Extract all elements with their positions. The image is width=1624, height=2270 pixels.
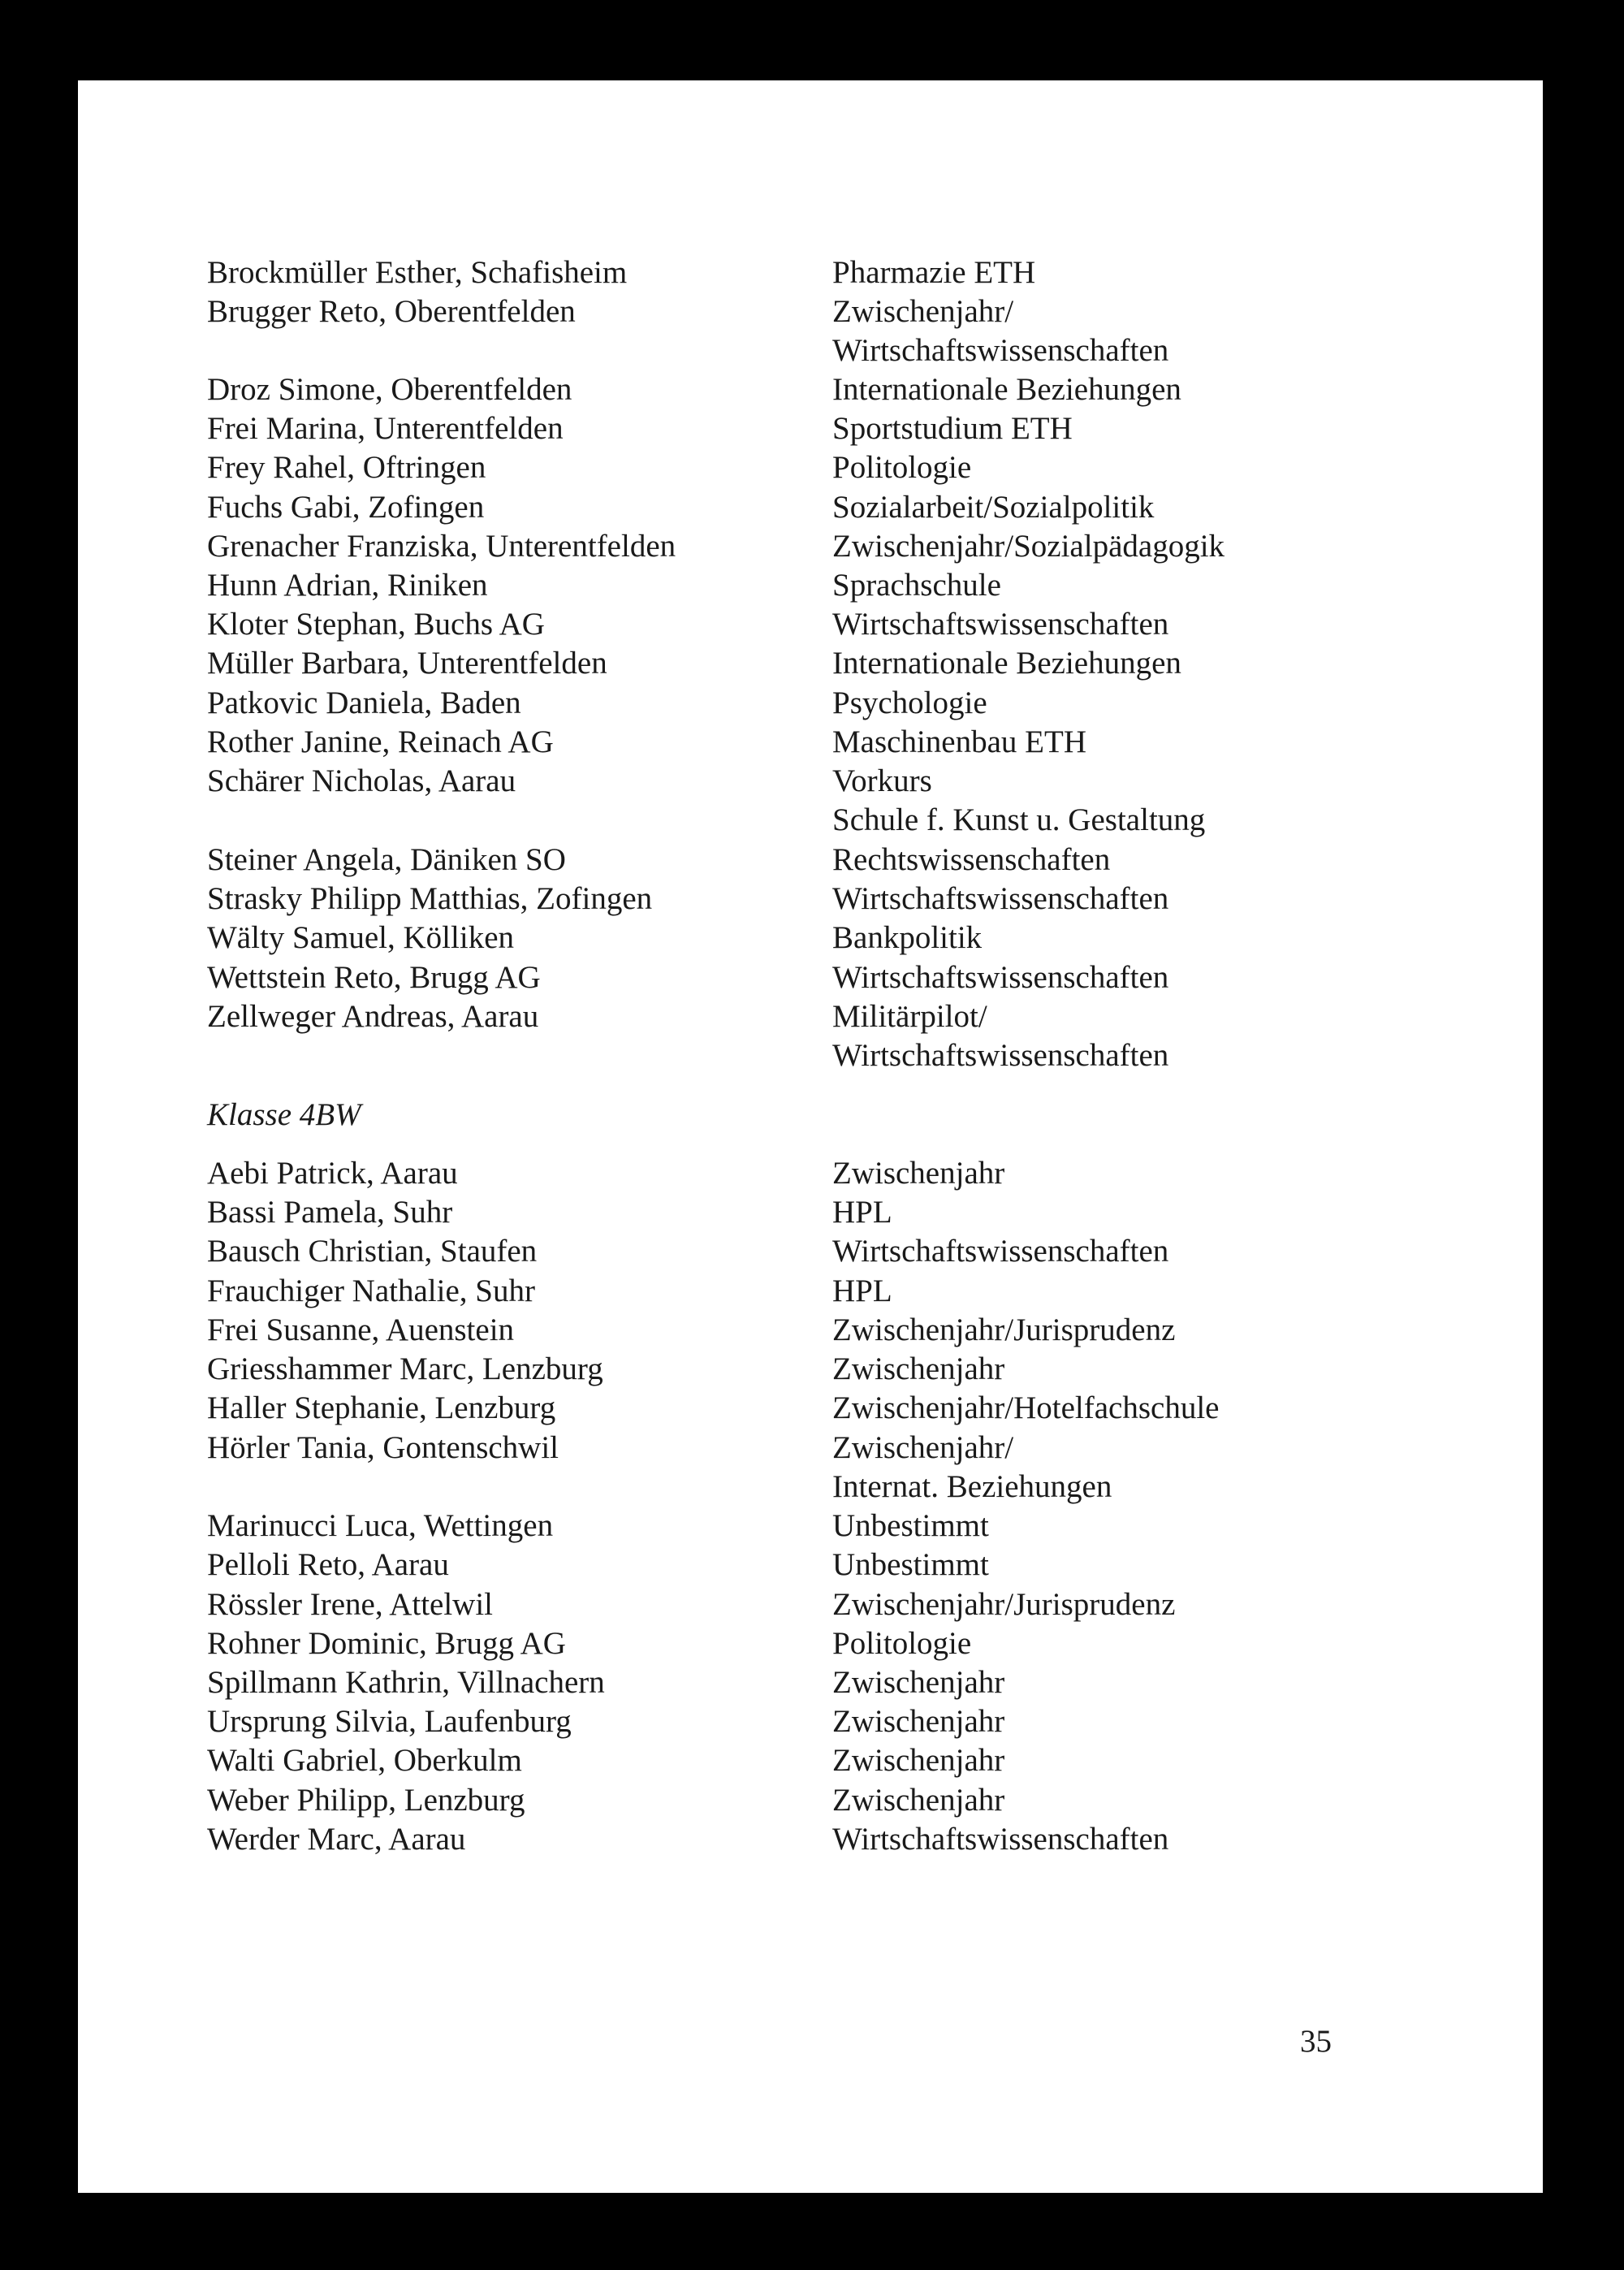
list-item: Wirtschaftswissenschaften [832, 1822, 1169, 1857]
list-item: Brockmüller Esther, Schafisheim [207, 255, 628, 290]
list-item: Zwischenjahr/Jurisprudenz [832, 1587, 1176, 1622]
list-item: Bankpolitik [832, 920, 983, 955]
list-item: Weber Philipp, Lenzburg [207, 1783, 525, 1818]
list-item: Unbestimmt [832, 1508, 989, 1543]
list-item: Wirtschaftswissenschaften [832, 881, 1169, 916]
list-item: Marinucci Luca, Wettingen [207, 1508, 554, 1543]
list-item: Frei Susanne, Auenstein [207, 1312, 515, 1347]
list-item: Pharmazie ETH [832, 255, 1036, 290]
list-item: Wirtschaftswissenschaften [832, 1038, 1169, 1073]
list-item: Wirtschaftswissenschaften [832, 333, 1169, 368]
list-item: Rohner Dominic, Brugg AG [207, 1626, 566, 1661]
list-item: Zwischenjahr [832, 1704, 1005, 1739]
list-item: HPL [832, 1273, 892, 1308]
list-item: Maschinenbau ETH [832, 724, 1086, 759]
list-item: Aebi Patrick, Aarau [207, 1156, 458, 1191]
list-item: Wälty Samuel, Kölliken [207, 920, 515, 955]
list-item: Frauchiger Nathalie, Suhr [207, 1273, 535, 1308]
list-item: Spillmann Kathrin, Villnachern [207, 1665, 605, 1700]
list-item: Schule f. Kunst u. Gestaltung [832, 802, 1206, 837]
list-item: Rother Janine, Reinach AG [207, 724, 554, 759]
list-item: Pelloli Reto, Aarau [207, 1547, 449, 1582]
list-item: Haller Stephanie, Lenzburg [207, 1390, 556, 1425]
list-item: Zwischenjahr [832, 1743, 1005, 1778]
list-item: Internat. Beziehungen [832, 1469, 1112, 1504]
list-item: Frei Marina, Unterentfelden [207, 411, 564, 446]
list-item: Zwischenjahr/ [832, 294, 1014, 329]
list-item: Sportstudium ETH [832, 411, 1073, 446]
list-item: Internationale Beziehungen [832, 372, 1181, 407]
list-item: Militärpilot/ [832, 999, 987, 1034]
list-item: Wirtschaftswissenschaften [832, 960, 1169, 995]
list-item: Zwischenjahr [832, 1156, 1005, 1191]
list-item: Bassi Pamela, Suhr [207, 1195, 453, 1230]
list-item: Walti Gabriel, Oberkulm [207, 1743, 522, 1778]
list-item: Schärer Nicholas, Aarau [207, 763, 516, 798]
list-item: Hörler Tania, Gontenschwil [207, 1430, 559, 1465]
list-item: Wettstein Reto, Brugg AG [207, 960, 541, 995]
list-item: Grenacher Franziska, Unterentfelden [207, 529, 676, 564]
list-item: Zwischenjahr/Sozialpädagogik [832, 529, 1225, 564]
list-item: Unbestimmt [832, 1547, 989, 1582]
list-item: Zwischenjahr [832, 1783, 1005, 1818]
list-item: Patkovic Daniela, Baden [207, 685, 521, 720]
list-item: Politologie [832, 1626, 972, 1661]
list-item: Wirtschaftswissenschaften [832, 607, 1169, 642]
list-item: Zwischenjahr/ [832, 1430, 1014, 1465]
list-item: Kloter Stephan, Buchs AG [207, 607, 545, 642]
list-item: Sprachschule [832, 568, 1001, 603]
list-item: Droz Simone, Oberentfelden [207, 372, 572, 407]
list-item: Zwischenjahr [832, 1665, 1005, 1700]
list-item: Frey Rahel, Oftringen [207, 450, 486, 485]
list-item: Werder Marc, Aarau [207, 1822, 466, 1857]
list-item: HPL [832, 1195, 892, 1230]
list-item: Fuchs Gabi, Zofingen [207, 490, 485, 525]
list-item: Griesshammer Marc, Lenzburg [207, 1351, 603, 1386]
list-item: Rechtswissenschaften [832, 842, 1111, 877]
document-page [78, 80, 1543, 2193]
list-item: Müller Barbara, Unterentfelden [207, 646, 607, 681]
list-item: Rössler Irene, Attelwil [207, 1587, 494, 1622]
list-item: Strasky Philipp Matthias, Zofingen [207, 881, 653, 916]
list-item: Psychologie [832, 685, 987, 720]
list-item: Hunn Adrian, Riniken [207, 568, 488, 603]
list-item: Internationale Beziehungen [832, 646, 1181, 681]
page-number: 35 [1300, 2024, 1332, 2059]
list-item: Zwischenjahr [832, 1351, 1005, 1386]
class-heading: Klasse 4BW [207, 1097, 361, 1132]
list-item: Steiner Angela, Däniken SO [207, 842, 566, 877]
list-item: Wirtschaftswissenschaften [832, 1234, 1169, 1269]
list-item: Brugger Reto, Oberentfelden [207, 294, 576, 329]
list-item: Bausch Christian, Staufen [207, 1234, 538, 1269]
list-item: Sozialarbeit/Sozialpolitik [832, 490, 1155, 525]
list-item: Politologie [832, 450, 972, 485]
list-item: Ursprung Silvia, Laufenburg [207, 1704, 572, 1739]
list-item: Vorkurs [832, 763, 932, 798]
list-item: Zellweger Andreas, Aarau [207, 999, 539, 1034]
list-item: Zwischenjahr/Jurisprudenz [832, 1312, 1176, 1347]
list-item: Zwischenjahr/Hotelfachschule [832, 1390, 1220, 1425]
